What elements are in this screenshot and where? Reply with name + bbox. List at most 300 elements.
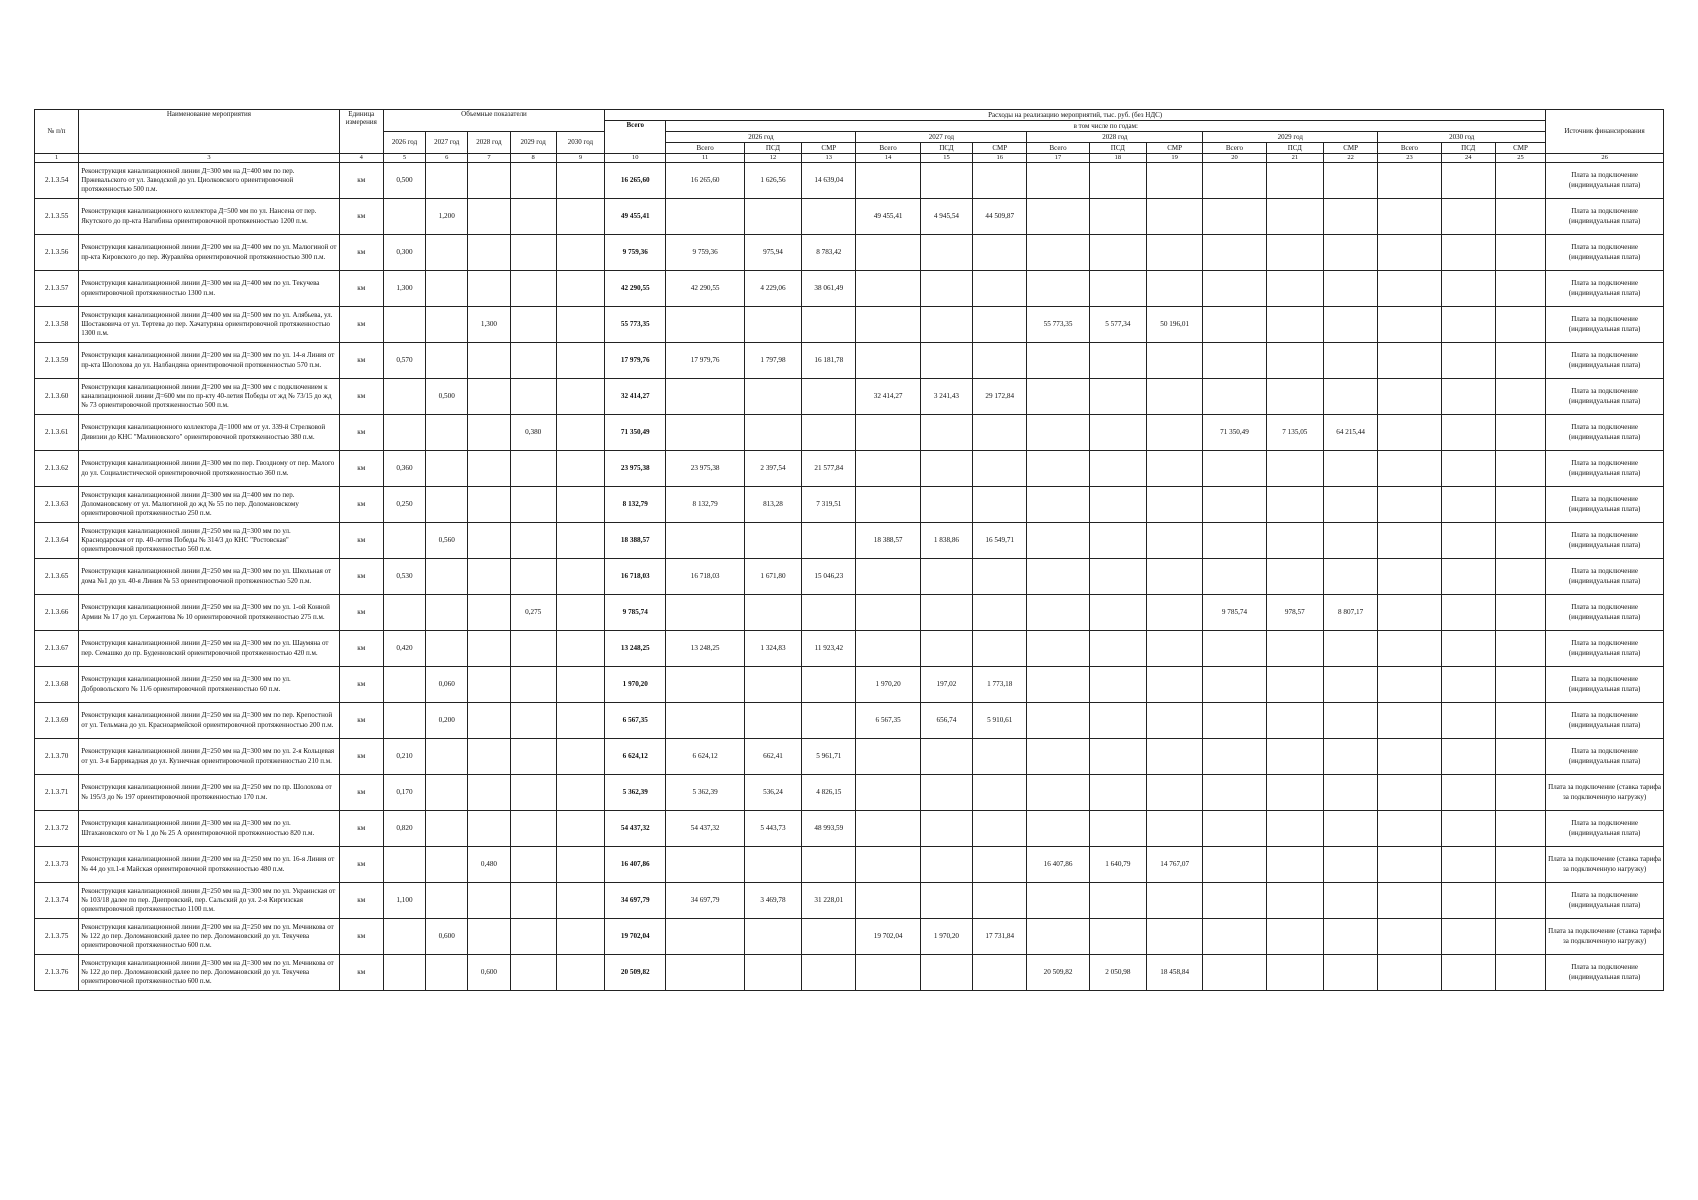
row-total: 6 567,35 — [605, 703, 666, 739]
row-cost — [1441, 487, 1495, 523]
row-number: 2.1.3.56 — [35, 235, 79, 271]
header-sub-psd: ПСД — [1441, 143, 1495, 154]
row-volume — [426, 631, 468, 667]
row-cost — [1441, 667, 1495, 703]
row-unit: км — [339, 775, 383, 811]
row-volume — [556, 451, 604, 487]
row-unit: км — [339, 487, 383, 523]
row-cost — [973, 235, 1027, 271]
row-cost — [1266, 235, 1323, 271]
row-name: Реконструкция канализационной линии Д=250 мм на Д=300 мм по ул. Добровольского № 11/6 ориентировочной протяженностью 60 п.м. — [79, 667, 339, 703]
row-cost: 8 132,79 — [666, 487, 744, 523]
row-cost: 1 640,79 — [1089, 847, 1146, 883]
column-number: 17 — [1027, 154, 1089, 163]
row-cost — [1147, 379, 1203, 415]
row-volume — [426, 847, 468, 883]
row-volume — [556, 415, 604, 451]
row-cost: 975,94 — [744, 235, 801, 271]
row-cost — [1378, 415, 1441, 451]
row-source: Плата за подключение (индивидуальная плата) — [1546, 523, 1664, 559]
row-cost — [1323, 343, 1377, 379]
row-cost — [1089, 451, 1146, 487]
row-volume — [510, 307, 556, 343]
row-cost: 55 773,35 — [1027, 307, 1089, 343]
column-number: 4 — [339, 154, 383, 163]
row-cost: 1 626,56 — [744, 163, 801, 199]
row-cost — [1323, 883, 1377, 919]
row-volume: 0,600 — [468, 955, 510, 991]
column-number: 6 — [426, 154, 468, 163]
row-volume — [383, 415, 425, 451]
row-cost — [1089, 235, 1146, 271]
row-cost — [744, 595, 801, 631]
row-cost — [1441, 199, 1495, 235]
row-volume: 0,420 — [383, 631, 425, 667]
row-number: 2.1.3.66 — [35, 595, 79, 631]
row-cost: 4 826,15 — [802, 775, 856, 811]
row-cost: 1 773,18 — [973, 667, 1027, 703]
row-cost: 3 241,43 — [920, 379, 972, 415]
row-volume: 1,200 — [426, 199, 468, 235]
row-source: Плата за подключение (индивидуальная плата) — [1546, 559, 1664, 595]
row-source: Плата за подключение (индивидуальная плата) — [1546, 739, 1664, 775]
row-cost: 9 785,74 — [1203, 595, 1266, 631]
row-cost — [1203, 847, 1266, 883]
row-cost — [1495, 883, 1545, 919]
row-cost — [802, 955, 856, 991]
row-cost — [1089, 811, 1146, 847]
row-cost — [1147, 163, 1203, 199]
row-cost — [856, 847, 920, 883]
row-cost: 1 970,20 — [856, 667, 920, 703]
row-cost — [1266, 487, 1323, 523]
row-number: 2.1.3.68 — [35, 667, 79, 703]
row-volume — [468, 703, 510, 739]
row-source: Плата за подключение (индивидуальная плата) — [1546, 163, 1664, 199]
row-volume — [383, 379, 425, 415]
row-volume — [426, 307, 468, 343]
row-volume — [556, 343, 604, 379]
row-cost: 1 970,20 — [920, 919, 972, 955]
row-cost — [1441, 415, 1495, 451]
row-cost: 7 319,51 — [802, 487, 856, 523]
row-cost: 54 437,32 — [666, 811, 744, 847]
row-volume: 0,500 — [383, 163, 425, 199]
row-number: 2.1.3.70 — [35, 739, 79, 775]
row-cost — [856, 415, 920, 451]
row-cost — [1495, 235, 1545, 271]
row-volume — [556, 307, 604, 343]
header-name: Наименование мероприятия — [79, 110, 339, 154]
row-cost — [802, 703, 856, 739]
row-cost — [920, 775, 972, 811]
row-cost — [1441, 631, 1495, 667]
row-source: Плата за подключение (индивидуальная плата) — [1546, 379, 1664, 415]
row-cost — [1495, 523, 1545, 559]
row-cost — [1323, 955, 1377, 991]
row-volume — [510, 487, 556, 523]
row-cost — [1203, 775, 1266, 811]
row-unit: км — [339, 595, 383, 631]
table-row — [35, 235, 1664, 271]
column-number: 20 — [1203, 154, 1266, 163]
table-row — [35, 955, 1664, 991]
row-volume — [383, 307, 425, 343]
row-total: 13 248,25 — [605, 631, 666, 667]
row-source: Плата за подключение (индивидуальная плата) — [1546, 307, 1664, 343]
row-name: Реконструкция канализационной линии Д=200 мм на Д=300 мм с подключением к канализационной линии Д=600 мм по пр-кту 40-летия Победы от жд № 73/15 до жд № 73 ориентировочной протяженностью 500 п.м. — [79, 379, 339, 415]
row-cost — [1089, 775, 1146, 811]
row-cost — [1378, 451, 1441, 487]
row-cost — [856, 307, 920, 343]
row-number: 2.1.3.59 — [35, 343, 79, 379]
row-cost — [973, 595, 1027, 631]
table-row — [35, 667, 1664, 703]
row-cost — [920, 559, 972, 595]
header-vol-year: 2027 год — [426, 132, 468, 154]
row-unit: км — [339, 307, 383, 343]
row-cost — [1147, 559, 1203, 595]
row-unit: км — [339, 811, 383, 847]
row-cost — [1378, 199, 1441, 235]
row-cost — [973, 775, 1027, 811]
row-cost — [1147, 271, 1203, 307]
row-name: Реконструкция канализационной линии Д=250 мм на Д=300 мм по ул. 2-я Кольцевая от ул. 3-я Баррикадная до ул. Кузнечная ориентировочной протяженностью 210 п.м. — [79, 739, 339, 775]
header-sub-smr: СМР — [1147, 143, 1203, 154]
row-cost — [973, 415, 1027, 451]
row-volume — [383, 199, 425, 235]
row-cost: 1 324,83 — [744, 631, 801, 667]
row-cost — [802, 919, 856, 955]
row-volume: 0,275 — [510, 595, 556, 631]
row-source: Плата за подключение (ставка тарифа за подключенную нагрузку) — [1546, 847, 1664, 883]
row-cost — [666, 199, 744, 235]
row-cost: 13 248,25 — [666, 631, 744, 667]
row-cost — [744, 703, 801, 739]
row-cost — [1027, 163, 1089, 199]
row-volume — [426, 451, 468, 487]
row-cost — [1203, 631, 1266, 667]
row-cost — [1089, 595, 1146, 631]
row-total: 19 702,04 — [605, 919, 666, 955]
row-cost — [1323, 739, 1377, 775]
row-unit: км — [339, 235, 383, 271]
row-cost — [973, 343, 1027, 379]
row-volume: 0,480 — [468, 847, 510, 883]
header-cost-year: 2026 год — [666, 132, 856, 143]
row-cost — [1495, 163, 1545, 199]
column-number: 15 — [920, 154, 972, 163]
row-volume — [556, 631, 604, 667]
table-row — [35, 487, 1664, 523]
row-cost — [1266, 667, 1323, 703]
row-cost: 23 975,38 — [666, 451, 744, 487]
row-cost — [920, 739, 972, 775]
row-cost — [973, 487, 1027, 523]
row-cost — [1027, 631, 1089, 667]
row-cost — [802, 199, 856, 235]
column-number: 13 — [802, 154, 856, 163]
row-cost — [1089, 415, 1146, 451]
row-number: 2.1.3.58 — [35, 307, 79, 343]
row-cost — [1378, 487, 1441, 523]
row-number: 2.1.3.55 — [35, 199, 79, 235]
row-cost — [1495, 271, 1545, 307]
row-number: 2.1.3.64 — [35, 523, 79, 559]
row-volume — [556, 163, 604, 199]
row-volume: 1,100 — [383, 883, 425, 919]
row-cost — [666, 847, 744, 883]
row-name: Реконструкция канализационной линии Д=300 мм на Д=300 мм по ул. Мечникова от № 122 до пер. Доломановский далее по пер. Доломановский до ул. Текучева ориентировочной протяженностью 600 п.м. — [79, 955, 339, 991]
row-cost — [856, 163, 920, 199]
row-cost — [1441, 559, 1495, 595]
row-number: 2.1.3.76 — [35, 955, 79, 991]
table-row — [35, 163, 1664, 199]
row-cost — [1027, 523, 1089, 559]
row-volume — [426, 595, 468, 631]
row-unit: км — [339, 199, 383, 235]
row-volume — [510, 955, 556, 991]
row-cost — [1147, 199, 1203, 235]
row-total: 18 388,57 — [605, 523, 666, 559]
row-number: 2.1.3.73 — [35, 847, 79, 883]
row-cost — [973, 163, 1027, 199]
row-cost — [802, 415, 856, 451]
row-cost: 978,57 — [1266, 595, 1323, 631]
row-volume — [426, 883, 468, 919]
row-cost — [1147, 883, 1203, 919]
row-cost — [1378, 847, 1441, 883]
row-unit: км — [339, 559, 383, 595]
row-cost: 20 509,82 — [1027, 955, 1089, 991]
row-cost — [744, 307, 801, 343]
row-total: 54 437,32 — [605, 811, 666, 847]
row-cost: 4 945,54 — [920, 199, 972, 235]
table-row — [35, 631, 1664, 667]
row-total: 5 362,39 — [605, 775, 666, 811]
row-cost — [1495, 199, 1545, 235]
row-volume: 1,300 — [383, 271, 425, 307]
row-volume — [468, 235, 510, 271]
row-volume — [468, 883, 510, 919]
row-cost — [1027, 487, 1089, 523]
row-volume — [556, 559, 604, 595]
row-volume: 0,530 — [383, 559, 425, 595]
row-cost — [973, 451, 1027, 487]
row-cost: 21 577,84 — [802, 451, 856, 487]
row-cost — [1323, 235, 1377, 271]
header-sub-smr: СМР — [973, 143, 1027, 154]
row-cost — [1027, 919, 1089, 955]
row-cost — [1441, 811, 1495, 847]
row-cost: 29 172,84 — [973, 379, 1027, 415]
row-volume — [468, 919, 510, 955]
row-cost — [856, 451, 920, 487]
row-cost: 17 979,76 — [666, 343, 744, 379]
row-cost — [1266, 451, 1323, 487]
row-cost — [1147, 631, 1203, 667]
row-volume — [426, 163, 468, 199]
row-source: Плата за подключение (индивидуальная плата) — [1546, 487, 1664, 523]
row-cost — [744, 523, 801, 559]
row-cost — [802, 379, 856, 415]
table-row — [35, 883, 1664, 919]
row-volume — [426, 775, 468, 811]
column-number: 8 — [510, 154, 556, 163]
row-cost — [1378, 271, 1441, 307]
row-cost: 18 458,84 — [1147, 955, 1203, 991]
row-total: 1 970,20 — [605, 667, 666, 703]
row-cost — [1441, 379, 1495, 415]
header-sub-total: Всего — [666, 143, 744, 154]
column-number: 25 — [1495, 154, 1545, 163]
row-volume — [468, 739, 510, 775]
row-name: Реконструкция канализационной линии Д=200 мм на Д=250 мм по ул. 16-я Линия от № 44 до ул.1-я Майская ориентировочной протяженностью 480 п.м. — [79, 847, 339, 883]
header-sub-total: Всего — [1203, 143, 1266, 154]
header-sub-smr: СМР — [1323, 143, 1377, 154]
row-cost — [1203, 703, 1266, 739]
row-cost — [1027, 271, 1089, 307]
column-number: 14 — [856, 154, 920, 163]
row-volume — [383, 595, 425, 631]
row-unit: км — [339, 451, 383, 487]
row-cost: 9 759,36 — [666, 235, 744, 271]
row-cost — [1089, 343, 1146, 379]
row-cost — [1203, 199, 1266, 235]
row-cost — [856, 631, 920, 667]
row-cost — [920, 451, 972, 487]
row-cost: 4 229,06 — [744, 271, 801, 307]
row-volume — [468, 271, 510, 307]
row-cost: 49 455,41 — [856, 199, 920, 235]
row-cost — [1203, 955, 1266, 991]
header-column-numbers — [35, 154, 1664, 163]
investment-program-table — [34, 109, 1664, 991]
row-cost — [1147, 523, 1203, 559]
row-volume — [556, 271, 604, 307]
row-unit: км — [339, 343, 383, 379]
column-number: 10 — [605, 154, 666, 163]
column-number: 24 — [1441, 154, 1495, 163]
row-total: 20 509,82 — [605, 955, 666, 991]
row-cost — [1147, 919, 1203, 955]
row-cost — [1147, 343, 1203, 379]
row-cost — [1266, 343, 1323, 379]
row-cost — [744, 667, 801, 703]
row-cost — [1266, 919, 1323, 955]
row-cost — [1495, 307, 1545, 343]
row-cost: 2 397,54 — [744, 451, 801, 487]
row-cost — [744, 199, 801, 235]
table-row — [35, 523, 1664, 559]
row-volume — [556, 199, 604, 235]
row-volume — [426, 739, 468, 775]
row-volume — [383, 955, 425, 991]
row-cost: 656,74 — [920, 703, 972, 739]
row-cost — [920, 595, 972, 631]
row-cost — [1323, 847, 1377, 883]
row-volume — [510, 163, 556, 199]
row-cost: 71 350,49 — [1203, 415, 1266, 451]
row-volume: 0,820 — [383, 811, 425, 847]
row-cost: 6 567,35 — [856, 703, 920, 739]
header-by-years: в том числе по годам: — [666, 121, 1546, 132]
row-volume — [556, 523, 604, 559]
table-row — [35, 415, 1664, 451]
row-cost — [973, 307, 1027, 343]
row-cost — [744, 415, 801, 451]
row-number: 2.1.3.69 — [35, 703, 79, 739]
row-cost — [1323, 199, 1377, 235]
row-number: 2.1.3.74 — [35, 883, 79, 919]
row-cost — [1495, 487, 1545, 523]
header-cost-year: 2029 год — [1203, 132, 1378, 143]
row-cost: 7 135,05 — [1266, 415, 1323, 451]
row-cost — [920, 235, 972, 271]
row-cost — [856, 595, 920, 631]
row-volume: 0,380 — [510, 415, 556, 451]
column-number: 7 — [468, 154, 510, 163]
row-volume — [510, 451, 556, 487]
row-cost — [1495, 595, 1545, 631]
table-row — [35, 271, 1664, 307]
row-number: 2.1.3.72 — [35, 811, 79, 847]
row-source: Плата за подключение (ставка тарифа за подключенную нагрузку) — [1546, 919, 1664, 955]
row-cost — [856, 775, 920, 811]
row-cost — [1323, 307, 1377, 343]
row-cost — [920, 955, 972, 991]
row-cost — [802, 523, 856, 559]
row-source: Плата за подключение (индивидуальная плата) — [1546, 595, 1664, 631]
row-cost — [973, 811, 1027, 847]
column-number: 16 — [973, 154, 1027, 163]
row-cost — [1266, 163, 1323, 199]
row-cost — [1089, 487, 1146, 523]
row-cost: 19 702,04 — [856, 919, 920, 955]
table-row — [35, 703, 1664, 739]
row-cost — [920, 163, 972, 199]
row-cost: 18 388,57 — [856, 523, 920, 559]
row-cost — [1266, 199, 1323, 235]
row-cost: 16 718,03 — [666, 559, 744, 595]
row-unit: км — [339, 703, 383, 739]
row-cost — [973, 559, 1027, 595]
row-cost — [1203, 883, 1266, 919]
row-cost — [1147, 415, 1203, 451]
row-cost — [1203, 343, 1266, 379]
row-source: Плата за подключение (индивидуальная плата) — [1546, 955, 1664, 991]
row-cost — [1378, 343, 1441, 379]
row-cost — [1378, 235, 1441, 271]
row-cost — [1027, 883, 1089, 919]
table-row — [35, 739, 1664, 775]
header-sub-total: Всего — [1378, 143, 1441, 154]
row-name: Реконструкция канализационной линии Д=200 мм на Д=250 мм по пр. Шолохова от № 195/3 до № 197 ориентировочной протяженностью 170 п.м. — [79, 775, 339, 811]
row-source: Плата за подключение (индивидуальная плата) — [1546, 811, 1664, 847]
row-cost: 5 362,39 — [666, 775, 744, 811]
row-volume — [426, 559, 468, 595]
row-cost — [1203, 271, 1266, 307]
table-row — [35, 343, 1664, 379]
row-cost — [1266, 955, 1323, 991]
table-row — [35, 595, 1664, 631]
row-cost — [973, 847, 1027, 883]
row-cost — [744, 919, 801, 955]
row-cost — [1147, 451, 1203, 487]
row-cost: 15 046,23 — [802, 559, 856, 595]
header-source: Источник финансирования — [1546, 110, 1664, 154]
row-volume: 0,570 — [383, 343, 425, 379]
